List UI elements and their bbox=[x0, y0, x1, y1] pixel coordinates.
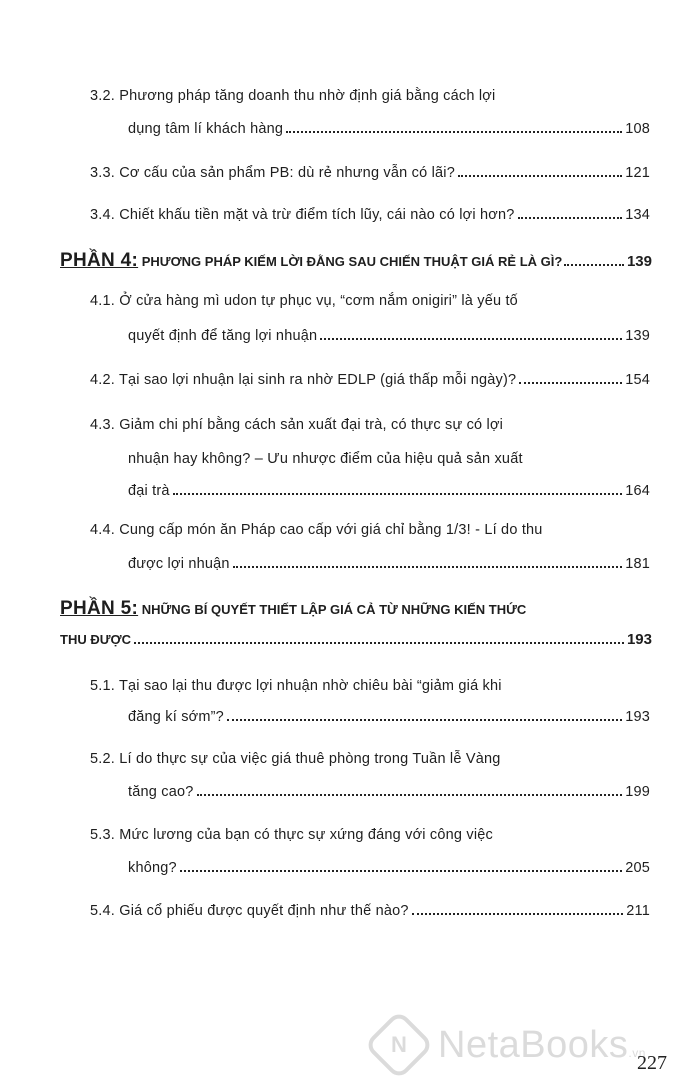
dot-leader bbox=[519, 382, 622, 384]
entry-title-line: Tại sao lợi nhuận lại sinh ra nhờ EDLP (giá thấp mỗi ngày)? bbox=[118, 372, 517, 388]
entry-page: 181 bbox=[625, 556, 650, 572]
entry-title-line: Chiết khấu tiền mặt và trừ điểm tích lũy, cái nào có lợi hơn? bbox=[119, 207, 515, 223]
entry-title-line: Cơ cấu của sản phẩm PB: dù rẻ nhưng vẫn có lãi? bbox=[119, 165, 455, 181]
dot-leader bbox=[173, 493, 623, 495]
entry-page: 154 bbox=[625, 372, 650, 388]
netabooks-logo-icon: N bbox=[364, 1010, 435, 1081]
entry-number: 3.4. bbox=[90, 207, 115, 223]
entry-number: 5.4. bbox=[90, 903, 115, 919]
dot-leader bbox=[197, 794, 623, 796]
entry-number: 5.3. bbox=[90, 827, 115, 843]
watermark-text: NetaBooks bbox=[438, 1023, 629, 1066]
part-label: PHẦN 5: bbox=[60, 598, 139, 619]
dot-leader bbox=[233, 566, 623, 568]
part-label: PHẦN 4: bbox=[60, 250, 139, 271]
dot-leader bbox=[134, 642, 624, 644]
entry-title-line: dụng tâm lí khách hàng bbox=[128, 121, 284, 137]
entry-number: 3.2. bbox=[90, 88, 115, 104]
dot-leader bbox=[227, 719, 622, 721]
part-title: THU ĐƯỢC bbox=[60, 632, 131, 647]
entry-number: 5.1. bbox=[90, 678, 115, 694]
entry-title-line: quyết định để tăng lợi nhuận bbox=[128, 328, 318, 344]
entry-title-line: Phương pháp tăng doanh thu nhờ định giá bằng cách lợi bbox=[119, 88, 496, 104]
entry-page: 211 bbox=[626, 903, 650, 919]
part-title: NHỮNG BÍ QUYẾT THIẾT LẬP GIÁ CẢ TỪ NHỮNG KIẾN THỨC bbox=[141, 602, 527, 617]
entry-number: 4.4. bbox=[90, 522, 115, 538]
entry-title-line: đại trà bbox=[128, 483, 170, 499]
entry-title-line: Lí do thực sự của việc giá thuê phòng trong Tuần lễ Vàng bbox=[119, 751, 501, 767]
entry-number: 4.3. bbox=[90, 417, 115, 433]
entry-number: 3.3. bbox=[90, 165, 115, 181]
entry-title-line: Mức lương của bạn có thực sự xứng đáng với công việc bbox=[119, 827, 493, 843]
entry-page: 199 bbox=[625, 784, 650, 800]
entry-number: 5.2. bbox=[90, 751, 115, 767]
dot-leader bbox=[564, 264, 624, 266]
part-page: 193 bbox=[626, 631, 652, 648]
entry-title-line: Giá cổ phiếu được quyết định như thế nào? bbox=[119, 903, 409, 919]
dot-leader bbox=[180, 870, 622, 872]
entry-page: 164 bbox=[625, 483, 650, 499]
dot-leader bbox=[412, 913, 624, 915]
entry-number: 4.2. bbox=[90, 372, 115, 388]
entry-title-line: Ở cửa hàng mì udon tự phục vụ, “cơm nắm onigiri” là yếu tố bbox=[119, 293, 518, 309]
entry-page: 108 bbox=[625, 121, 650, 137]
watermark-suffix: .vn bbox=[628, 1045, 646, 1060]
entry-title-line: Giảm chi phí bằng cách sản xuất đại trà, có thực sự có lợi bbox=[119, 417, 504, 433]
entry-page: 205 bbox=[625, 860, 650, 876]
page-number: 227 bbox=[637, 1052, 667, 1074]
part-title: PHƯƠNG PHÁP KIẾM LỜI ĐẰNG SAU CHIẾN THUẬT GIÁ RẺ LÀ GÌ? bbox=[141, 254, 563, 269]
entry-title-line: không? bbox=[128, 860, 177, 876]
part-page: 139 bbox=[626, 253, 652, 270]
entry-title-line: Tại sao lại thu được lợi nhuận nhờ chiêu bài “giảm giá khi bbox=[118, 678, 502, 694]
entry-page: 193 bbox=[625, 709, 650, 725]
entry-title-line: Cung cấp món ăn Pháp cao cấp với giá chỉ bằng 1/3! - Lí do thu bbox=[119, 522, 543, 538]
entry-page: 139 bbox=[625, 328, 650, 344]
dot-leader bbox=[286, 131, 622, 133]
dot-leader bbox=[458, 175, 622, 177]
entry-title-line: tăng cao? bbox=[128, 784, 194, 800]
entry-page: 134 bbox=[625, 207, 650, 223]
entry-number: 4.1. bbox=[90, 293, 115, 309]
entry-title-line: được lợi nhuận bbox=[128, 556, 230, 572]
dot-leader bbox=[518, 217, 623, 219]
entry-title-line: nhuận hay không? – Ưu nhược điểm của hiệu quả sản xuất bbox=[128, 451, 523, 467]
entry-page: 121 bbox=[625, 165, 650, 181]
entry-title-line: đăng kí sớm”? bbox=[128, 709, 224, 725]
dot-leader bbox=[320, 338, 622, 340]
